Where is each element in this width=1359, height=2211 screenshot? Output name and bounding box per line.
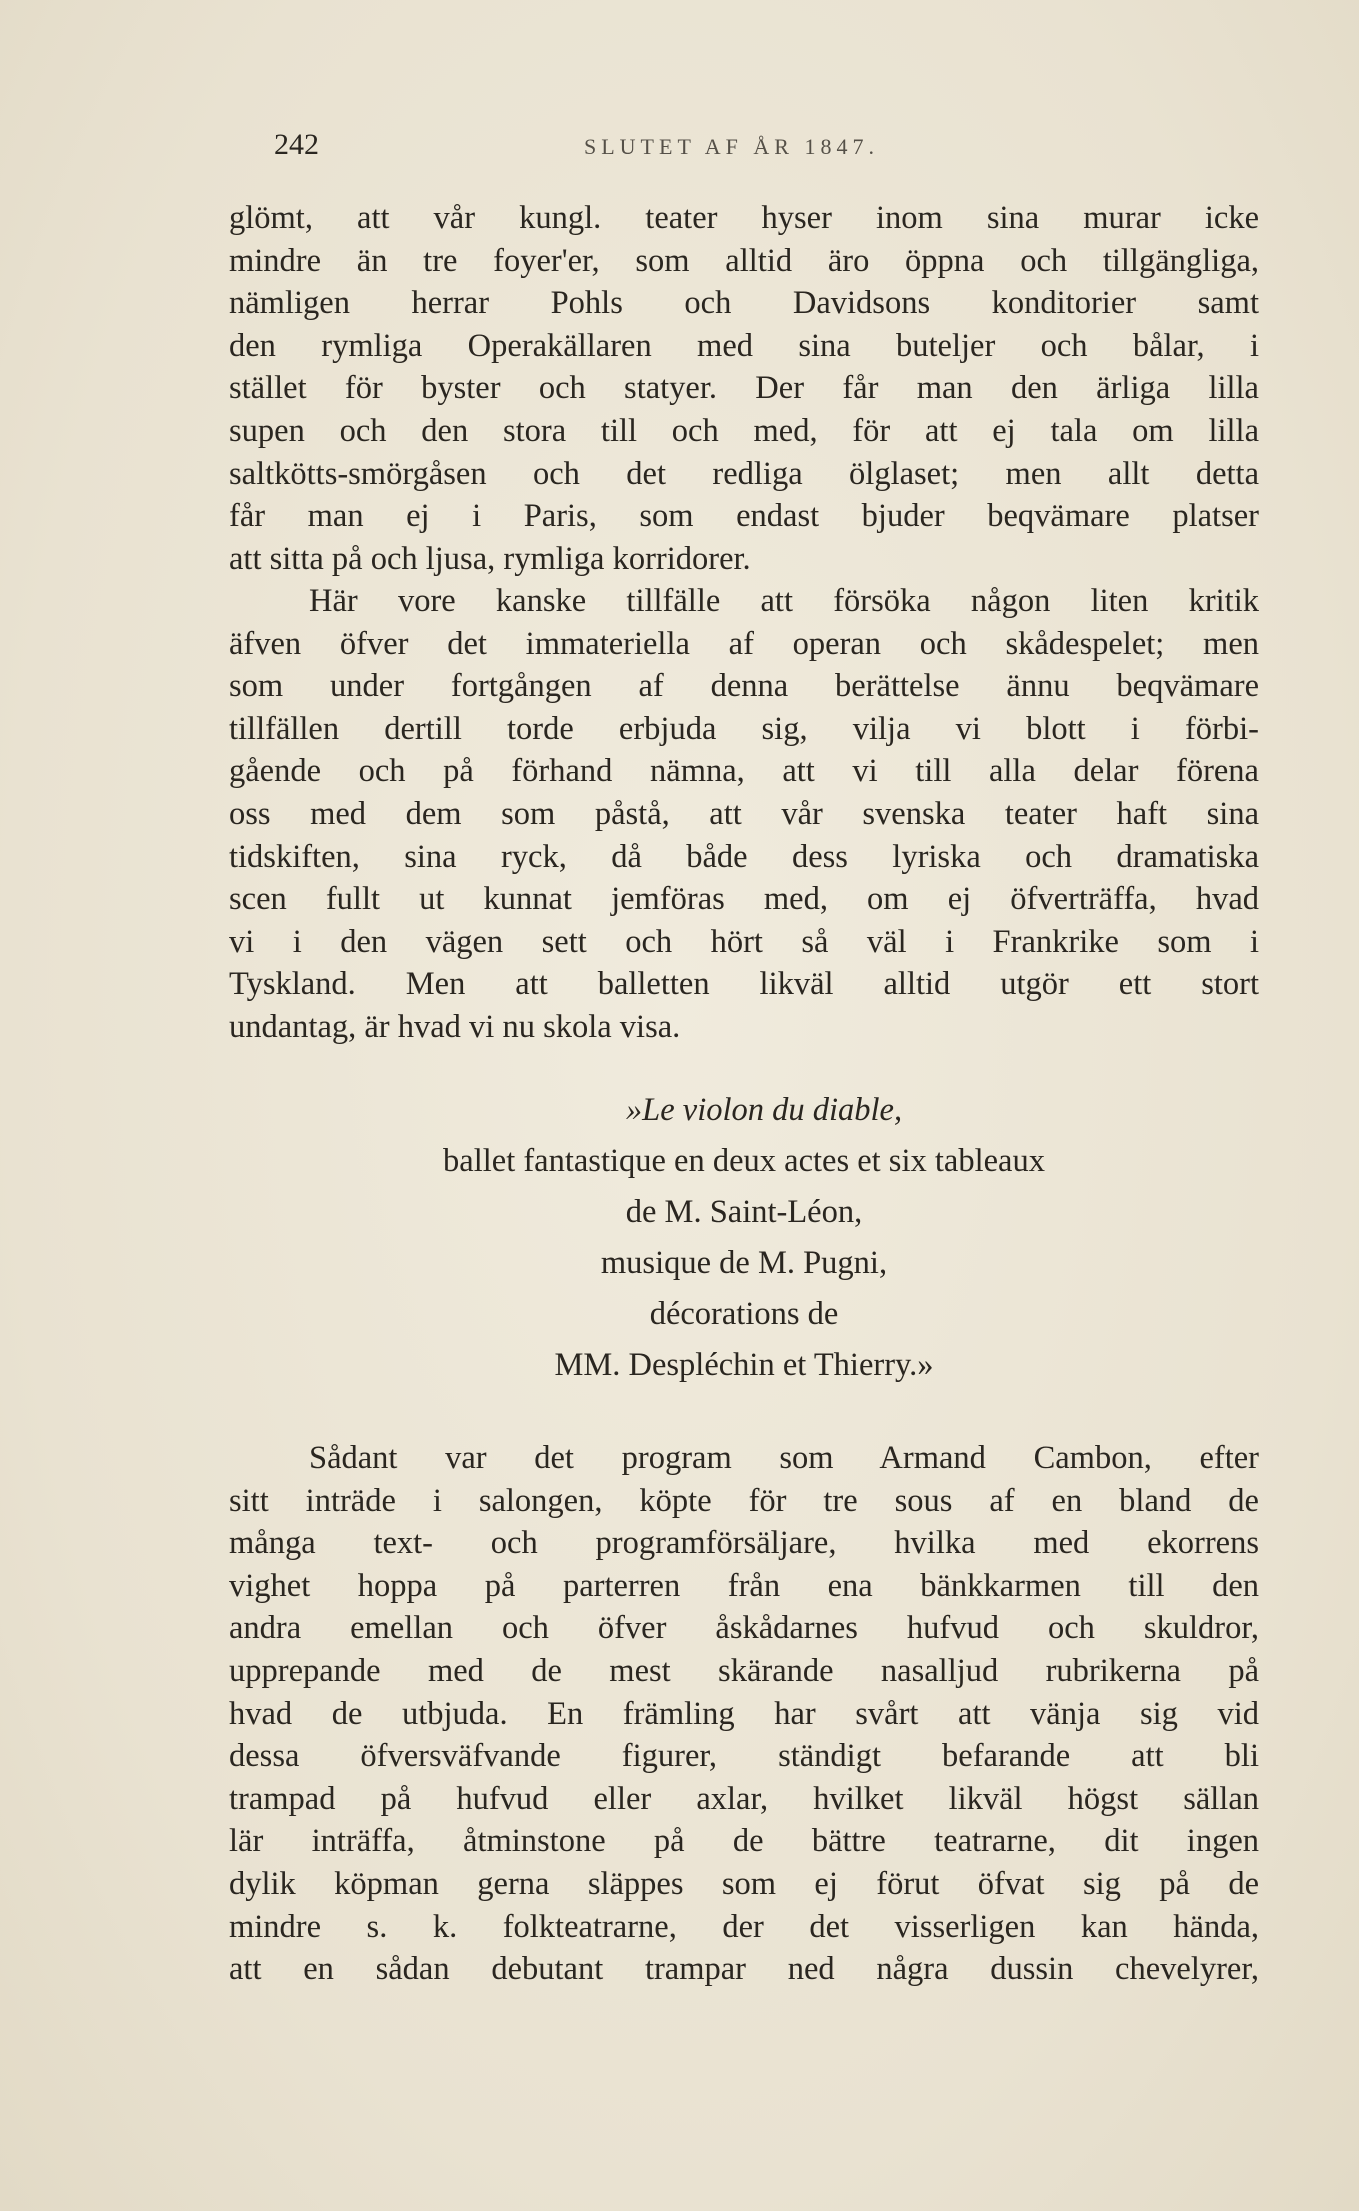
text-line: saltkötts-smörgåsen och det redliga ölglaset; men allt detta (229, 455, 1259, 492)
page-number: 242 (274, 128, 319, 161)
page-header (229, 128, 1259, 168)
quote-line: MM. Despléchin et Thierry.» (554, 1347, 934, 1383)
text-line: glömt, att vår kungl. teater hyser inom sina murar icke (229, 200, 1259, 236)
text-line: hvad de utbjuda. En främling har svårt att vänja sig vid (229, 1695, 1259, 1732)
text-line: många text- och programförsäljare, hvilka med ekorrens (229, 1525, 1259, 1562)
text-line: gående och på förhand nämna, att vi till alla delar förena (229, 753, 1259, 790)
text-line: mindre än tre foyer'er, som alltid äro öppna och tillgängliga, (229, 242, 1259, 279)
text-line: som under fortgången af denna berättelse ännu beqvämare (229, 668, 1259, 705)
paragraph-1 (229, 197, 1259, 580)
quote-line: de M. Saint-Léon, (625, 1194, 863, 1230)
text-line: tillfällen dertill torde erbjuda sig, vilja vi blott i förbi- (229, 710, 1259, 747)
text-line: sitt inträde i salongen, köpte för tre sous af en bland de (229, 1482, 1259, 1519)
text-line: den rymliga Operakällaren med sina buteljer och bålar, i (229, 327, 1259, 364)
text-line: oss med dem som påstå, att vår svenska teater haft sina (229, 795, 1259, 832)
text-line: andra emellan och öfver åskådarnes hufvud och skuldror, (229, 1610, 1259, 1647)
text-line: trampad på hufvud eller axlar, hvilket likväl högst sällan (229, 1780, 1259, 1817)
program-quote (229, 1085, 1259, 1391)
running-head: SLUTET AF ÅR 1847. (584, 134, 879, 159)
text-line: supen och den stora till och med, för att ej tala om lilla (229, 412, 1259, 449)
quote-line: musique de M. Pugni, (600, 1245, 888, 1281)
quote-line: ballet fantastique en deux actes et six tableaux (443, 1143, 1045, 1179)
quote-title: »Le violon du diable, (625, 1092, 903, 1128)
text-line: upprepande med de mest skärande nasalljud rubrikerna på (229, 1652, 1259, 1689)
text-line: Här vore kanske tillfälle att försöka någon liten kritik (309, 583, 1259, 619)
text-line: nämligen herrar Pohls och Davidsons konditorier samt (229, 285, 1259, 322)
text-line: tidskiften, sina ryck, då både dess lyriska och dramatiska (229, 838, 1259, 875)
text-line: dessa öfversväfvande figurer, ständigt befarande att bli (229, 1738, 1259, 1775)
text-line: Sådant var det program som Armand Cambon, efter (309, 1440, 1259, 1476)
text-line: Tyskland. Men att balletten likväl alltid utgör ett stort (229, 966, 1259, 1003)
text-line: undantag, är hvad vi nu skola visa. (229, 1008, 681, 1045)
text-line: lär inträffa, åtminstone på de bättre teatrarne, dit ingen (229, 1823, 1259, 1860)
text-line: äfven öfver det immateriella af operan och skådespelet; men (229, 625, 1259, 662)
text-line: stället för byster och statyer. Der får man den ärliga lilla (229, 370, 1259, 407)
text-line: scen fullt ut kunnat jemföras med, om ej öfverträffa, hvad (229, 881, 1259, 918)
text-line: att en sådan debutant trampar ned några dussin chevelyrer, (229, 1951, 1259, 1988)
paragraph-3 (229, 1437, 1259, 1991)
paragraph-2 (229, 580, 1259, 1049)
text-line: vi i den vägen sett och hört så väl i Frankrike som i (229, 923, 1259, 960)
text-line: dylik köpman gerna släppes som ej förut öfvat sig på de (229, 1865, 1259, 1902)
text-line: vighet hoppa på parterren från ena bänkkarmen till den (229, 1567, 1259, 1604)
text-line: får man ej i Paris, som endast bjuder beqvämare platser (229, 498, 1259, 535)
text-line: mindre s. k. folkteatrarne, der det visserligen kan hända, (229, 1908, 1259, 1945)
quote-line: décorations de (649, 1296, 839, 1332)
text-line: att sitta på och ljusa, rymliga korridorer. (229, 540, 751, 577)
